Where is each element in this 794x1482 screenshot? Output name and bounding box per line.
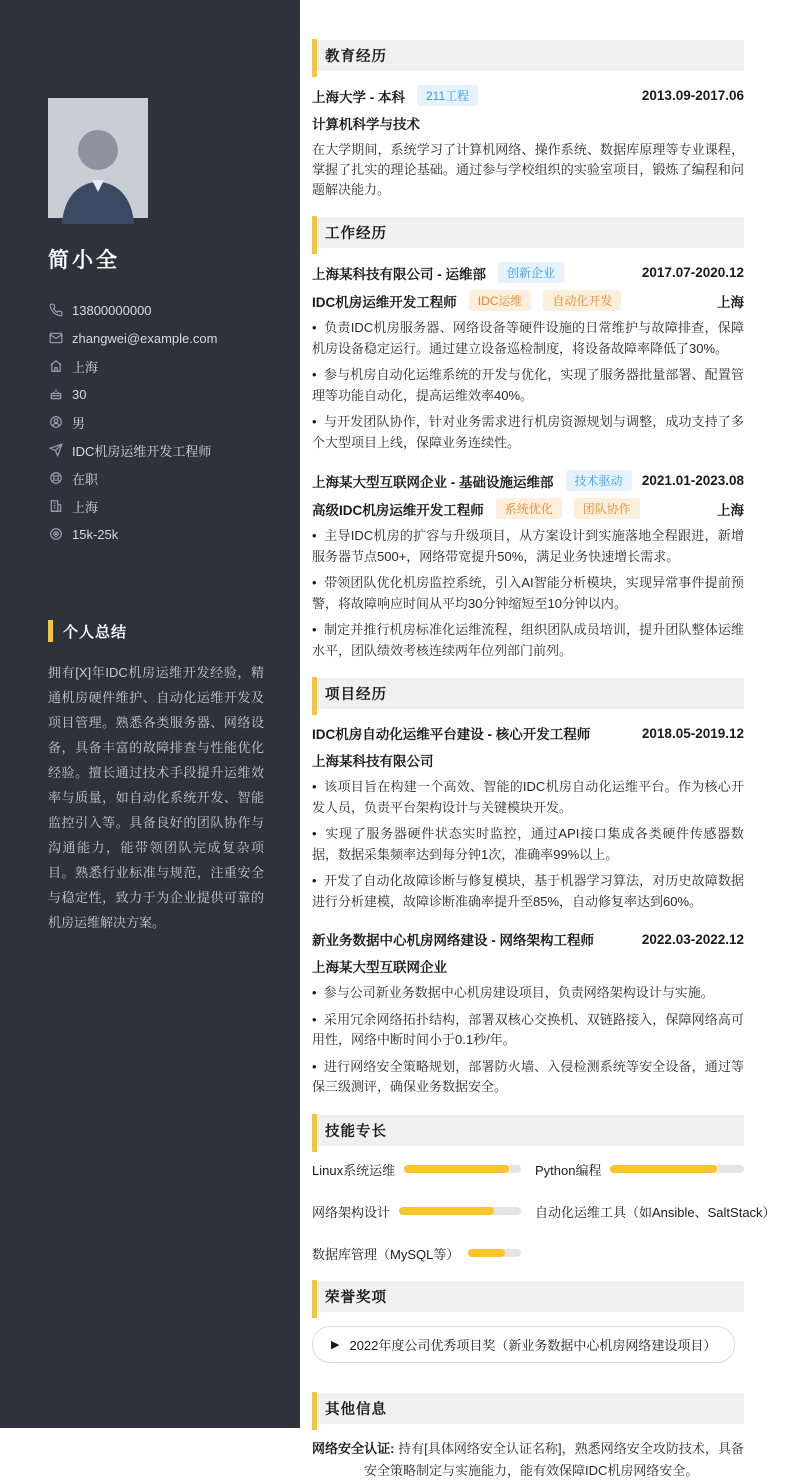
project-bullet: • 进行网络安全策略规划，部署防火墙、入侵检测系统等安全设备，通过等保三级测评，确保业务数据安全。: [312, 1057, 744, 1098]
position-icon: [48, 443, 63, 458]
other-text: 持有[具体网络安全认证名称]，熟悉网络安全攻防技术，具备安全策略制定与实施能力，能有效保障IDC机房网络安全。: [364, 1440, 744, 1478]
accent-bar: [48, 620, 53, 642]
email-icon: [48, 331, 63, 346]
role-badge: IDC运维: [469, 290, 532, 311]
section-other: [312, 1393, 744, 1482]
skill-bar: [404, 1165, 521, 1173]
company-name: 上海某科技有限公司 - 运维部: [312, 266, 486, 282]
resume-main: [300, 0, 794, 1478]
job-location: 上海: [717, 294, 744, 310]
skill-item: Python编程: [535, 1160, 744, 1179]
skill-item: Linux系统运维: [312, 1160, 521, 1179]
other-label: 网络安全认证:: [312, 1440, 395, 1456]
section-work: [312, 217, 744, 661]
project-date: 2022.03-2022.12: [641, 931, 744, 947]
candidate-name: 简小全: [48, 249, 120, 272]
contact-list: [48, 296, 264, 548]
contact-age: 30: [48, 380, 264, 408]
phone-icon: [48, 303, 63, 318]
job-bullet: • 主导IDC机房的扩容与升级项目，从方案设计到实施落地全程跟进，新增服务器节点500+，网络带宽提升50%，满足业务快速增长需求。: [312, 526, 744, 567]
job-bullet: • 负责IDC机房服务器、网络设备等硬件设施的日常维护与故障排查，保障机房设备稳定运行。通过建立设备巡检制度，将设备故障率降低了30%。: [312, 318, 744, 359]
contact-location: 上海: [48, 352, 264, 380]
personal-summary: [48, 620, 264, 935]
section-header: 其他信息: [312, 1393, 744, 1424]
salary-icon: [48, 527, 63, 542]
skill-fill: [399, 1207, 494, 1215]
education-entry: [312, 85, 744, 200]
project-name: IDC机房自动化运维平台建设 - 核心开发工程师: [312, 727, 591, 742]
contact-position: IDC机房运维开发工程师: [48, 436, 264, 464]
skill-item: 数据库管理（MySQL等）: [312, 1244, 521, 1263]
skills-grid: [312, 1160, 776, 1263]
award-text: 2022年度公司优秀项目奖（新业务数据中心机房网络建设项目）: [349, 1337, 717, 1353]
summary-header: 个人总结: [48, 620, 264, 642]
skill-item: 网络架构设计: [312, 1202, 521, 1221]
contact-phone: 13800000000: [48, 296, 264, 324]
job-entry: [312, 262, 744, 453]
project-bullet: • 参与公司新业务数据中心机房建设项目，负责网络架构设计与实施。: [312, 983, 744, 1004]
school-badge: 211工程: [417, 85, 478, 106]
section-header: 工作经历: [312, 217, 744, 248]
education-date: 2013.09-2017.06: [641, 88, 744, 103]
project-company: 上海某科技有限公司: [312, 754, 434, 769]
major: 计算机科学与技术: [312, 117, 420, 132]
section-education: [312, 40, 744, 200]
education-desc: 在大学期间，系统学习了计算机网络、操作系统、数据库原理等专业课程，掌握了扎实的理论基础。通过参与学校组织的实验室项目，锻炼了编程和问题解决能力。: [312, 142, 744, 197]
skill-fill: [468, 1249, 505, 1257]
section-header: 教育经历: [312, 40, 744, 71]
project-company: 上海某大型互联网企业: [312, 960, 447, 975]
contact-gender: 男: [48, 408, 264, 436]
skill-item: 自动化运维工具（如Ansible、SaltStack）: [535, 1204, 776, 1220]
role-badge: 系统优化: [496, 498, 562, 519]
school-name: 上海大学 - 本科: [312, 89, 405, 105]
summary-text: 拥有[X]年IDC机房运维开发经验，精通机房硬件维护、自动化运维开发及项目管理。熟悉各类服务器、网络设备，具备丰富的故障排查与性能优化经验。擅长通过技术手段提升运维效率与质量，如自动化系统开发、智能监控引入等。具备良好的团队协作与沟通能力，能带领团队完成复杂项目。熟悉行业标准与规范，注重安全与稳定性，致力于为企业提供可靠的机房运维解决方案。: [48, 665, 264, 930]
home-icon: [48, 359, 63, 374]
contact-salary: 15k-25k: [48, 520, 264, 548]
project-date: 2018.05-2019.12: [641, 725, 744, 741]
status-icon: [48, 471, 63, 486]
project-bullet: • 开发了自动化故障诊断与修复模块，基于机器学习算法，对历史故障数据进行分析建模，故障诊断准确率提升至85%，自动修复率达到60%。: [312, 871, 744, 912]
section-header: 项目经历: [312, 678, 744, 709]
project-entry: [312, 929, 744, 1098]
job-bullet: • 与开发团队协作，针对业务需求进行机房资源规划与调整，成功支持了多个大型项目上线，保障业务连续性。: [312, 412, 744, 453]
gender-icon: [48, 415, 63, 430]
other-info: [312, 1438, 744, 1482]
skill-fill: [404, 1165, 509, 1173]
job-entry: [312, 470, 744, 661]
contact-status: 在职: [48, 464, 264, 492]
job-bullet: • 带领团队优化机房监控系统，引入AI智能分析模块，实现异常事件提前预警，将故障响应时间从平均30分钟缩短至10分钟以内。: [312, 573, 744, 614]
project-name: 新业务数据中心机房网络建设 - 网络架构工程师: [312, 933, 594, 948]
project-entry: [312, 723, 744, 912]
job-role: IDC机房运维开发工程师: [312, 294, 457, 310]
company-name: 上海某大型互联网企业 - 基础设施运维部: [312, 474, 554, 490]
job-bullet: • 参与机房自动化运维系统的开发与优化，实现了服务器批量部署、配置管理等功能自动化，提高运维效率40%。: [312, 365, 744, 406]
section-projects: [312, 678, 744, 1098]
award-marker-icon: ▶: [331, 1338, 340, 1351]
section-header: 荣誉奖项: [312, 1281, 744, 1312]
company-badge: 创新企业: [498, 262, 564, 283]
role-badge: 自动化开发: [543, 290, 621, 311]
project-bullet: • 实现了服务器硬件状态实时监控，通过API接口集成各类硬件传感器数据，数据采集频率达到每分钟1次，准确率99%以上。: [312, 824, 744, 865]
sidebar: [0, 0, 300, 1428]
contact-email: zhangwei@example.com: [48, 324, 264, 352]
company-badge: 技术驱动: [566, 470, 632, 491]
project-bullet: • 该项目旨在构建一个高效、智能的IDC机房自动化运维平台。作为核心开发人员，负责平台架构设计与关键模块开发。: [312, 777, 744, 818]
skill-bar: [468, 1249, 521, 1257]
section-skills: [312, 1115, 776, 1263]
project-bullet: • 采用冗余网络拓扑结构，部署双核心交换机、双链路接入，保障网络高可用性，网络中断时间小于0.1秒/年。: [312, 1010, 744, 1051]
job-location: 上海: [717, 502, 744, 518]
role-badge: 团队协作: [574, 498, 640, 519]
profile-photo: [48, 98, 148, 218]
job-bullet: • 制定并推行机房标准化运维流程，组织团队成员培训，提升团队整体运维水平，团队绩效考核连续两年位列部门前列。: [312, 620, 744, 661]
job-date: 2017.07-2020.12: [641, 265, 744, 280]
job-role: 高级IDC机房运维开发工程师: [312, 502, 484, 518]
contact-city: 上海: [48, 492, 264, 520]
job-date: 2021.01-2023.08: [641, 473, 744, 488]
skill-bar: [399, 1207, 521, 1215]
skill-bar: [610, 1165, 744, 1173]
skill-fill: [610, 1165, 717, 1173]
section-awards: [312, 1281, 744, 1377]
age-icon: [48, 387, 63, 402]
city-icon: [48, 499, 63, 514]
section-header: 技能专长: [312, 1115, 744, 1146]
award-item: [312, 1326, 735, 1363]
person-silhouette-icon: [48, 112, 148, 224]
